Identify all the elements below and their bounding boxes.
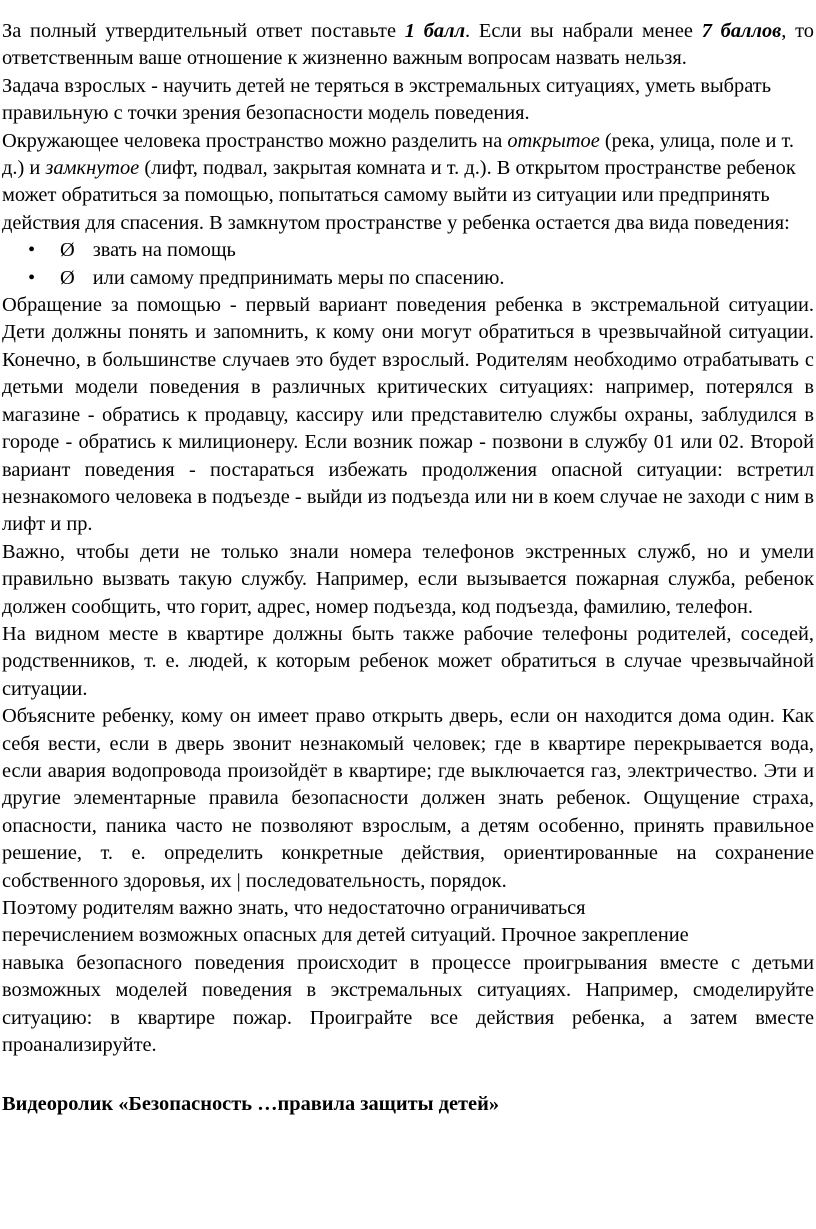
space-types-paragraph: Окружающее человека пространство можно разделить на открытое (река, улица, поле и т. д.) и замкнутое (лифт, подвал, закрытая комната и т. д.). В открытом пространстве ребенок может обратиться за помощью, попытаться самому выйти из ситуации или предпринять действия для спасения. В замкнутом пространстве у ребенка остается два вида поведения: [2,129,796,234]
behavior-options-list [2,237,814,292]
bullet-dot-icon: • [28,266,36,289]
bullet-dot-icon: • [28,239,36,262]
score-one-point: 1 балл [404,20,466,42]
arrow-bullet-icon: Ø [60,266,75,289]
document-page [2,18,814,1118]
home-alone-paragraph: Объясните ребенку, кому он имеет право открыть дверь, если он находится дома один. Как себя вести, если в дверь звонит незнакомый человек; где в квартире перекрывается вода, если авария водопровода произойдёт в квартире; где выключается газ, электричество. Эти и другие элементарные правила безопасности должен знать ребенок. Ощущение страха, опасности, паника часто не позволяют взрослым, а детям особенно, принять правильное решение, т. е. определить конкретные действия, ориентированные на сохранение собственного здоровья, их | последовательность, порядок. [2,705,814,892]
arrow-bullet-icon: Ø [60,239,75,262]
adult-task-paragraph: Задача взрослых - научить детей не теряться в экстремальных ситуациях, уметь выбрать правильную с точки зрения безопасности модель поведения. [2,74,771,125]
score-seven-points: 7 баллов [701,20,782,42]
list-item: • Ø или самому предпринимать меры по спасению. [2,265,814,292]
closed-space-term: замкнутое [45,157,140,180]
blank-line [2,1059,814,1086]
role-play-paragraph: Поэтому родителям важно знать, что недостаточно ограничиваться перечислением возможных опасных для детей ситуаций. Прочное закрепление навыка безопасного поведения происходит в процессе проигрывания вместе с детьми возможных моделей поведения в экстремальных ситуациях. Например, смоделируйте ситуацию: в квартире пожар. Проиграйте все действия ребенка, а затем вместе проанализируйте. [2,897,814,1057]
intro-score-paragraph: За полный утвердительный ответ поставьте 1 балл. Если вы набрали менее 7 баллов, то ответственным ваше отношение к жизненно важным вопросам назвать нельзя. [2,20,814,70]
asking-help-paragraph: Обращение за помощью - первый вариант поведения ребенка в экстремальной ситуации. Дети должны понять и запомнить, к кому они могут обратиться в чрезвычайной ситуации. Конечно, в большинстве случаев это будет взрослый. Родителям необходимо отрабатывать с детьми модели поведения в различных критических ситуациях: например, потерялся в магазине - обратись к продавцу, кассиру или представителю службы охраны, заблудился в городе - обратись к милиционеру. Если возник пожар - позвони в службу 01 или 02. Второй вариант поведения - постараться избежать продолжения опасной ситуации: встретил незнакомого человека в подъезде - выйди из подъезда или ни в коем случае не заходи с ним в лифт и пр. [2,294,814,536]
phone-numbers-paragraph: На видном месте в квартире должны быть также рабочие телефоны родителей, соседей, родственников, т. е. людей, к которым ребенок может обратиться в случае чрезвычайной ситуации. [2,622,814,700]
open-space-term: открытое [507,129,600,152]
emergency-services-paragraph: Важно, чтобы дети не только знали номера телефонов экстренных служб, но и умели правильно вызвать такую службу. Например, если вызывается пожарная служба, ребенок должен сообщить, что горит, адрес, номер подъезда, код подъезда, фамилию, телефон. [2,540,814,618]
video-heading: Видеоролик «Безопасность …правила защиты детей» [2,1092,500,1115]
list-item: • Ø звать на помощь [2,237,814,264]
